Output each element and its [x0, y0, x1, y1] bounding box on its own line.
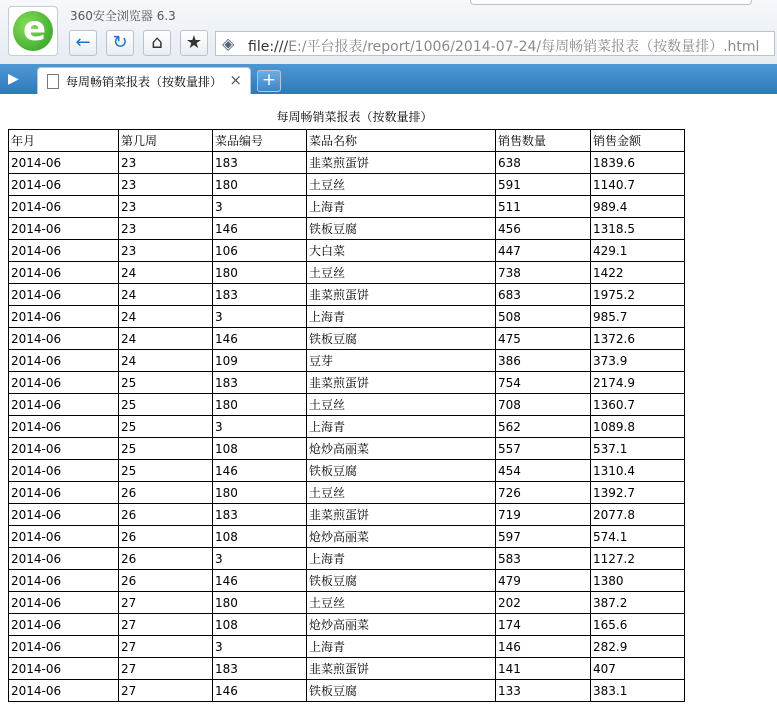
- table-row: [9, 350, 685, 372]
- cell-week: 25: [119, 460, 213, 482]
- shield-icon: ◈: [222, 34, 235, 53]
- cell-quantity: 141: [496, 658, 591, 680]
- cell-year-month: 2014-06: [9, 460, 119, 482]
- cell-quantity: 591: [496, 174, 591, 196]
- cell-year-month: 2014-06: [9, 504, 119, 526]
- cell-year-month: 2014-06: [9, 482, 119, 504]
- cell-dish-name: 土豆丝: [307, 174, 496, 196]
- cell-year-month: 2014-06: [9, 394, 119, 416]
- table-row: [9, 174, 685, 196]
- table-row: [9, 482, 685, 504]
- cell-year-month: 2014-06: [9, 196, 119, 218]
- cell-quantity: 754: [496, 372, 591, 394]
- header-year-month: 年月: [9, 130, 119, 152]
- cell-amount: 574.1: [591, 526, 685, 548]
- cell-year-month: 2014-06: [9, 438, 119, 460]
- browser-toolbar: [0, 0, 777, 65]
- table-row: [9, 548, 685, 570]
- cell-dish-id: 183: [213, 152, 307, 174]
- table-row: [9, 636, 685, 658]
- table-row: [9, 416, 685, 438]
- url-path: E:/平台报表/report/1006/2014-07-24/每周畅销菜报表（按数量排）.html: [288, 39, 760, 55]
- table-row: [9, 658, 685, 680]
- cell-amount: 282.9: [591, 636, 685, 658]
- cell-dish-id: 180: [213, 592, 307, 614]
- cell-amount: 985.7: [591, 306, 685, 328]
- cell-dish-name: 上海青: [307, 548, 496, 570]
- table-row: [9, 570, 685, 592]
- cell-quantity: 708: [496, 394, 591, 416]
- arrow-left-icon: ←: [75, 32, 91, 53]
- header-quantity: 销售数量: [496, 130, 591, 152]
- cell-dish-id: 108: [213, 526, 307, 548]
- table-row: [9, 218, 685, 240]
- table-header-row: [9, 130, 685, 152]
- back-button[interactable]: [69, 30, 97, 56]
- table-row: [9, 284, 685, 306]
- home-button[interactable]: [143, 30, 171, 56]
- address-url[interactable]: [248, 36, 759, 56]
- document-icon: [47, 74, 59, 89]
- cell-quantity: 719: [496, 504, 591, 526]
- cell-week: 23: [119, 196, 213, 218]
- cell-week: 23: [119, 152, 213, 174]
- cell-dish-name: 铁板豆腐: [307, 218, 496, 240]
- cell-week: 27: [119, 636, 213, 658]
- cell-week: 27: [119, 592, 213, 614]
- table-row: [9, 592, 685, 614]
- cell-quantity: 738: [496, 262, 591, 284]
- report-title: 每周畅销菜报表（按数量排）: [276, 110, 433, 124]
- cell-quantity: 456: [496, 218, 591, 240]
- table-row: [9, 526, 685, 548]
- cell-dish-name: 韭菜煎蛋饼: [307, 658, 496, 680]
- cell-week: 25: [119, 438, 213, 460]
- cell-year-month: 2014-06: [9, 658, 119, 680]
- cell-dish-name: 韭菜煎蛋饼: [307, 152, 496, 174]
- cell-dish-id: 108: [213, 614, 307, 636]
- cell-dish-name: 韭菜煎蛋饼: [307, 284, 496, 306]
- cell-week: 27: [119, 614, 213, 636]
- cell-amount: 1422: [591, 262, 685, 284]
- cell-dish-id: 3: [213, 416, 307, 438]
- active-tab[interactable]: [37, 67, 251, 94]
- tab-label: 每周畅销菜报表（按数量排）: [66, 75, 223, 89]
- cell-week: 26: [119, 526, 213, 548]
- cell-year-month: 2014-06: [9, 570, 119, 592]
- cell-week: 24: [119, 328, 213, 350]
- cell-quantity: 133: [496, 680, 591, 702]
- cell-amount: 1372.6: [591, 328, 685, 350]
- cell-quantity: 146: [496, 636, 591, 658]
- cell-dish-id: 183: [213, 504, 307, 526]
- table-row: [9, 394, 685, 416]
- cell-dish-name: 土豆丝: [307, 482, 496, 504]
- table-row: [9, 262, 685, 284]
- cell-year-month: 2014-06: [9, 614, 119, 636]
- cell-year-month: 2014-06: [9, 240, 119, 262]
- header-dish-id: 菜品编号: [213, 130, 307, 152]
- cell-quantity: 202: [496, 592, 591, 614]
- cell-week: 25: [119, 416, 213, 438]
- cell-quantity: 683: [496, 284, 591, 306]
- sales-report-table: [8, 129, 685, 702]
- cell-week: 26: [119, 570, 213, 592]
- cell-amount: 1392.7: [591, 482, 685, 504]
- cell-year-month: 2014-06: [9, 262, 119, 284]
- cell-week: 23: [119, 240, 213, 262]
- cell-dish-name: 上海青: [307, 196, 496, 218]
- cell-dish-id: 183: [213, 658, 307, 680]
- cell-amount: 1380: [591, 570, 685, 592]
- cell-amount: 1127.2: [591, 548, 685, 570]
- table-body: [9, 152, 685, 702]
- cell-year-month: 2014-06: [9, 218, 119, 240]
- cell-quantity: 562: [496, 416, 591, 438]
- favorite-button[interactable]: [180, 30, 208, 56]
- header-amount: 销售金额: [591, 130, 685, 152]
- cell-quantity: 454: [496, 460, 591, 482]
- cell-amount: 373.9: [591, 350, 685, 372]
- cell-amount: 989.4: [591, 196, 685, 218]
- cell-dish-id: 180: [213, 174, 307, 196]
- cell-dish-id: 146: [213, 328, 307, 350]
- cell-year-month: 2014-06: [9, 526, 119, 548]
- cell-quantity: 511: [496, 196, 591, 218]
- table-row: [9, 240, 685, 262]
- cell-week: 26: [119, 548, 213, 570]
- cell-dish-id: 180: [213, 394, 307, 416]
- cell-amount: 1975.2: [591, 284, 685, 306]
- cell-dish-name: 铁板豆腐: [307, 570, 496, 592]
- sidebar-toggle-icon[interactable]: ▶: [8, 71, 19, 87]
- cell-dish-name: 豆芽: [307, 350, 496, 372]
- cell-year-month: 2014-06: [9, 284, 119, 306]
- cell-amount: 2174.9: [591, 372, 685, 394]
- browser-logo[interactable]: [8, 6, 58, 56]
- cell-week: 24: [119, 306, 213, 328]
- cell-dish-id: 146: [213, 680, 307, 702]
- cell-amount: 165.6: [591, 614, 685, 636]
- table-row: [9, 306, 685, 328]
- browser-title: 360安全浏览器 6.3: [70, 9, 176, 23]
- cell-dish-id: 108: [213, 438, 307, 460]
- table-header: [9, 130, 685, 152]
- cell-dish-name: 上海青: [307, 306, 496, 328]
- cell-dish-id: 3: [213, 306, 307, 328]
- home-icon: ⌂: [151, 32, 163, 53]
- cell-quantity: 447: [496, 240, 591, 262]
- cell-amount: 387.2: [591, 592, 685, 614]
- cell-year-month: 2014-06: [9, 548, 119, 570]
- cell-quantity: 386: [496, 350, 591, 372]
- cell-year-month: 2014-06: [9, 152, 119, 174]
- cell-amount: 1310.4: [591, 460, 685, 482]
- cell-dish-id: 106: [213, 240, 307, 262]
- cell-week: 24: [119, 350, 213, 372]
- table-row: [9, 438, 685, 460]
- cell-amount: 1360.7: [591, 394, 685, 416]
- cell-dish-id: 3: [213, 548, 307, 570]
- cell-quantity: 583: [496, 548, 591, 570]
- cell-year-month: 2014-06: [9, 174, 119, 196]
- cell-year-month: 2014-06: [9, 636, 119, 658]
- address-bar[interactable]: [215, 31, 775, 56]
- table-row: [9, 504, 685, 526]
- refresh-icon: ↻: [112, 32, 128, 53]
- cell-dish-name: 铁板豆腐: [307, 460, 496, 482]
- cell-week: 23: [119, 218, 213, 240]
- cell-dish-id: 146: [213, 570, 307, 592]
- header-week: 第几周: [119, 130, 213, 152]
- cell-year-month: 2014-06: [9, 328, 119, 350]
- url-prefix: file:///: [248, 39, 289, 55]
- cell-dish-id: 3: [213, 636, 307, 658]
- table-row: [9, 372, 685, 394]
- cell-week: 23: [119, 174, 213, 196]
- table-row: [9, 460, 685, 482]
- cell-year-month: 2014-06: [9, 592, 119, 614]
- cell-year-month: 2014-06: [9, 416, 119, 438]
- cell-quantity: 174: [496, 614, 591, 636]
- cell-week: 27: [119, 658, 213, 680]
- cell-amount: 1140.7: [591, 174, 685, 196]
- cell-year-month: 2014-06: [9, 372, 119, 394]
- new-tab-button[interactable]: +: [257, 70, 281, 92]
- cell-dish-id: 180: [213, 482, 307, 504]
- cell-amount: 1839.6: [591, 152, 685, 174]
- cell-amount: 537.1: [591, 438, 685, 460]
- refresh-button[interactable]: [106, 30, 134, 56]
- cell-quantity: 557: [496, 438, 591, 460]
- header-dish-name: 菜品名称: [307, 130, 496, 152]
- cell-week: 25: [119, 394, 213, 416]
- cell-dish-name: 铁板豆腐: [307, 328, 496, 350]
- star-icon: ★: [185, 32, 203, 53]
- cell-amount: 1318.5: [591, 218, 685, 240]
- cell-dish-id: 109: [213, 350, 307, 372]
- cell-dish-name: 韭菜煎蛋饼: [307, 372, 496, 394]
- cell-dish-id: 3: [213, 196, 307, 218]
- cell-week: 24: [119, 284, 213, 306]
- table-row: [9, 152, 685, 174]
- cell-quantity: 597: [496, 526, 591, 548]
- cell-dish-id: 180: [213, 262, 307, 284]
- cell-dish-name: 上海青: [307, 416, 496, 438]
- table-row: [9, 680, 685, 702]
- browser-logo-icon: [13, 11, 53, 51]
- cell-week: 26: [119, 504, 213, 526]
- cell-dish-name: 炝炒高丽菜: [307, 526, 496, 548]
- cell-quantity: 475: [496, 328, 591, 350]
- cell-week: 26: [119, 482, 213, 504]
- cell-dish-id: 183: [213, 284, 307, 306]
- cell-dish-name: 土豆丝: [307, 394, 496, 416]
- cell-quantity: 508: [496, 306, 591, 328]
- top-search-box[interactable]: [470, 0, 752, 5]
- cell-dish-id: 146: [213, 218, 307, 240]
- cell-year-month: 2014-06: [9, 350, 119, 372]
- cell-amount: 1089.8: [591, 416, 685, 438]
- tab-bar: [0, 64, 777, 94]
- cell-week: 25: [119, 372, 213, 394]
- cell-amount: 429.1: [591, 240, 685, 262]
- cell-dish-name: 大白菜: [307, 240, 496, 262]
- cell-year-month: 2014-06: [9, 680, 119, 702]
- cell-quantity: 638: [496, 152, 591, 174]
- cell-dish-name: 土豆丝: [307, 592, 496, 614]
- cell-quantity: 479: [496, 570, 591, 592]
- cell-year-month: 2014-06: [9, 306, 119, 328]
- cell-dish-id: 183: [213, 372, 307, 394]
- cell-dish-name: 土豆丝: [307, 262, 496, 284]
- cell-quantity: 726: [496, 482, 591, 504]
- cell-dish-name: 韭菜煎蛋饼: [307, 504, 496, 526]
- table-row: [9, 614, 685, 636]
- cell-dish-name: 上海青: [307, 636, 496, 658]
- cell-week: 24: [119, 262, 213, 284]
- cell-amount: 407: [591, 658, 685, 680]
- cell-amount: 383.1: [591, 680, 685, 702]
- cell-dish-name: 铁板豆腐: [307, 680, 496, 702]
- table-row: [9, 196, 685, 218]
- cell-amount: 2077.8: [591, 504, 685, 526]
- table-row: [9, 328, 685, 350]
- cell-dish-id: 146: [213, 460, 307, 482]
- cell-dish-name: 炝炒高丽菜: [307, 614, 496, 636]
- close-tab-button[interactable]: ×: [229, 71, 242, 89]
- cell-dish-name: 炝炒高丽菜: [307, 438, 496, 460]
- cell-week: 27: [119, 680, 213, 702]
